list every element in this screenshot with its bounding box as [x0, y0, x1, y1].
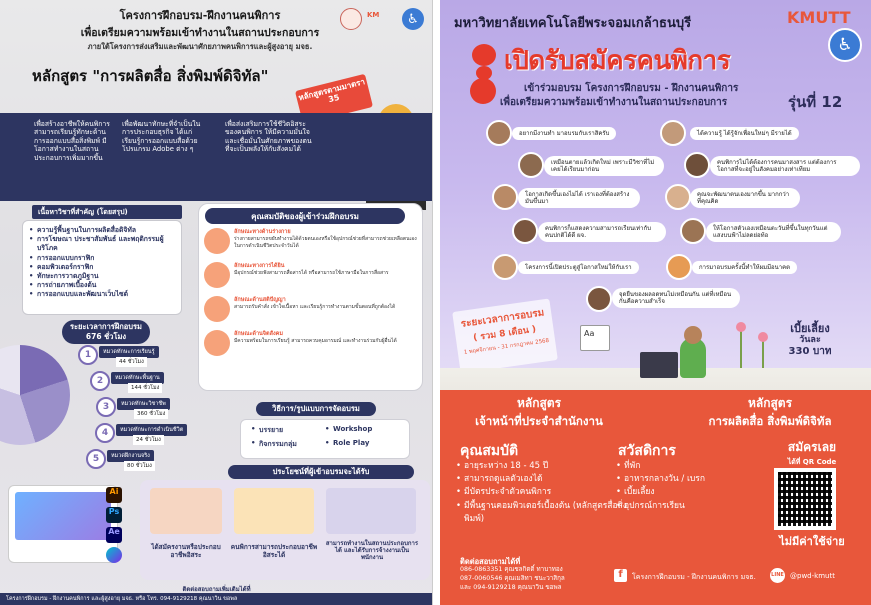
content-item: • ความรู้พื้นฐานในการผลิตสื่อดิจิทัล: [29, 226, 175, 235]
qualification-item: [204, 330, 419, 356]
content-item: • การออกแบบกราฟิก: [29, 254, 175, 263]
step-label: หมวดฝึกงานจริง: [107, 450, 154, 462]
testimonial-bubble: การมาอบรมครั้งนี้ทำให้ผมมีอนาคต: [692, 261, 797, 274]
allowance-amount: 330 บาท: [788, 345, 832, 357]
step-label: หมวดทักษะการดำเนินชีวิต: [116, 424, 187, 436]
university-seal-icon: [340, 8, 362, 30]
kmutt-logo: KM: [367, 11, 380, 19]
format-item: • กิจกรรมกลุ่ม: [251, 439, 325, 453]
step-number: 3: [96, 397, 116, 417]
benefit-illustration-2: [234, 488, 314, 534]
qual-item: • สามารถดูแลตัวเองได้: [456, 473, 646, 486]
step-label: หมวดทักษะการเรียนรู้: [99, 346, 159, 358]
qualification-head: ลักษณะด้านจิตสังคม: [234, 331, 283, 337]
after-effects-icon: Ae: [106, 527, 122, 543]
line-icon[interactable]: LINE: [770, 568, 785, 583]
step-label: หมวดทักษะวิชาชีพ: [117, 398, 170, 410]
contact-list: [460, 566, 565, 592]
contact-line: 086-0863351 คุณชลกิตติ์ ทาบาทอง: [460, 566, 563, 573]
step-hours: 80 ชั่วโมง: [124, 461, 155, 471]
testimonial-avatar: [586, 286, 612, 312]
contact-line: และ 094-9129218 คุณนาวิน ขอพล: [460, 583, 562, 591]
testimonial-bubble: โครงการนี้เปิดประตูสู่โอกาสใหม่ให้กับเรา: [518, 261, 639, 274]
welfare-item: • อุปกรณ์การเรียน: [616, 500, 766, 513]
testimonial-bubble: จุดยืนของผลอดทนไม่เหมือนกัน แต่ที่เหมือนกันคือความสำเร็จ: [612, 288, 740, 308]
course-1-name: เจ้าหน้าที่ประจำสำนักงาน: [475, 414, 603, 428]
content-card: [22, 220, 182, 315]
standard-badge: หลักสูตรตามมาตรา 35: [295, 74, 373, 124]
line-id[interactable]: @pwd-kmutt: [790, 572, 835, 580]
apply-block: [762, 438, 862, 468]
apply-qr-label: ได้ที่ QR Code: [787, 458, 837, 466]
step-hours: 144 ชั่วโมง: [128, 383, 162, 393]
wheelchair-logo-icon: ♿: [828, 28, 862, 62]
step-hours: 44 ชั่วโมง: [116, 357, 147, 367]
course-1-label: หลักสูตร: [516, 396, 562, 410]
objective-1: เพื่อสร้างอาชีพให้คนพิการสามารถเรียนรู้ทักษะด้านการออกแบบสื่อสิ่งพิมพ์ มีโอกาสทำงานในสถานประกอบการเพิ่มมากขึ้น: [34, 120, 110, 162]
objective-2: เพื่อพัฒนาทักษะที่จำเป็นในการประกอบธุรกิจ ได้แก่ เรียนรู้การออกแบบสื่อด้วยโปรแกรม Adobe ต่าง ๆ: [122, 120, 201, 154]
welfare-item: • เบี้ยเลี้ยง: [616, 486, 766, 499]
benefits-title: ประโยชน์ที่ผู้เข้าอบรมจะได้รับ: [228, 465, 414, 479]
qualification-text: ร่างกายสามารถขยับทำงานได้ด้วยตนเองหรือใช้อุปกรณ์ช่วยที่สามารถช่วยเหลือตนเองในการดำเนินชีวิตประจำวันได้: [234, 236, 417, 249]
duration-pie: [0, 345, 70, 445]
qualification-text: มีความพร้อมในการเรียนรู้ สามารถควบคุมอารมณ์ และทำงานร่วมกับผู้อื่นได้: [234, 338, 397, 344]
period-length: ( รวม 8 เดือน ): [472, 324, 537, 344]
course-2: [675, 394, 865, 431]
format-item: • Role Play: [325, 439, 399, 453]
benefit-item: คนพิการสามารถประกอบอาชีพอิสระได้: [230, 543, 318, 560]
format-item: • บรรยาย: [251, 425, 325, 439]
kmutt-logo: KMUTT: [787, 8, 851, 27]
qualification-head: ลักษณะทางด้านร่างกาย: [234, 229, 291, 235]
testimonial-bubble: คนพิการก็แสดงความสามารถเรียนเท่ากับคนปกติได้ดี ผจ.: [538, 222, 666, 242]
laptop-illustration: [8, 485, 118, 563]
left-header-line3: ภายใต้โครงการส่งเสริมและพัฒนาศักยภาพคนพิการและผู้สูงอายุ มจธ.: [87, 42, 313, 51]
period-dates: 1 พฤศจิกายน - 31 กรกฎาคม 2568: [463, 337, 550, 356]
qual-item: • อายุระหว่าง 18 - 45 ปี: [456, 460, 646, 473]
welfare-item: • ที่พัก: [616, 460, 766, 473]
qualification-head: ลักษณะด้านสติปัญญา: [234, 297, 286, 303]
testimonial-avatar: [684, 152, 710, 178]
benefit-illustration-3: [326, 488, 416, 534]
university-name: มหาวิทยาลัยเทคโนโลยีพระจอมเกล้าธนบุรี: [454, 16, 692, 31]
course-2-label: หลักสูตร: [747, 396, 793, 410]
content-item: • การถ่ายภาพเบื้องต้น: [29, 281, 175, 290]
qual-item: • มีบัตรประจำตัวคนพิการ: [456, 486, 646, 499]
content-item: • การออกแบบและพัฒนาเว็บไซต์: [29, 290, 175, 299]
left-header-line2: เพื่อเตรียมความพร้อมเข้าทำงานในสถานประกอบการ: [80, 27, 320, 39]
testimonial-bubble: คุณจะพัฒนาตนเองมากขึ้น มากกว่าที่คุณคิด: [690, 188, 800, 208]
allowance-card: [770, 322, 850, 358]
testimonial-bubble: คนพิการไม่ได้ต้องการคนมาสงสาร แต่ต้องการโอกาสที่จะอยู่ในสังคมอย่างเท่าเทียม: [710, 156, 860, 176]
qualification-text: มีอุปกรณ์ช่วยฟังสามารถสื่อสารได้ หรือสามารถใช้ภาษามือในการสื่อสาร: [234, 270, 389, 276]
left-header-line1: โครงการฝึกอบรม-ฝึกงานคนพิการ: [119, 9, 281, 22]
contact-line: 087-0060546 คุณเมลิทา ชนะวาสิกุล: [460, 574, 565, 582]
intellect-icon: [204, 296, 230, 322]
document-icon: Aa: [580, 325, 610, 351]
step-label: หมวดทักษะพื้นฐาน: [111, 372, 164, 384]
hearing-icon: [204, 262, 230, 288]
content-list: [23, 221, 181, 304]
step-number: 5: [86, 449, 106, 469]
benefit-item: ได้สมัครงานหรือประกอบอาชีพอิสระ: [151, 543, 221, 560]
qualification-head: ลักษณะทางการได้ยิน: [234, 263, 285, 269]
step-number: 1: [78, 345, 98, 365]
wheelchair-icon: ♿: [402, 8, 424, 30]
duration-title: ระยะเวลาการฝึกอบรม 676 ชั่วโมง: [62, 320, 150, 344]
content-item: • ทักษะการวาดภูมิฐาน: [29, 272, 175, 281]
computer-user-illustration: [620, 330, 740, 390]
testimonial-avatar: [492, 184, 518, 210]
qualification-item: [204, 296, 419, 322]
format-title: วิธีการ/รูปแบบการจัดอบรม: [256, 402, 376, 416]
testimonial-bubble: ได้ความรู้ ได้รู้จักเพื่อนใหม่ๆ มีรายได้: [690, 127, 799, 140]
testimonial-avatar: [518, 152, 544, 178]
content-title: เนื้อหาวิชาที่สำคัญ (โดยสรุป): [32, 205, 182, 219]
content-item: • การโฆษณา ประชาสัมพันธ์ และพฤติกรรมผู้บริโภค: [29, 235, 175, 253]
photoshop-icon: Ps: [106, 507, 122, 523]
testimonial-bubble: อยากมีงานทำ มาอบรมกับเราสิครับ: [512, 127, 616, 140]
left-footer-contact: ติดต่อสอบถามเพิ่มเติมได้ที่: [182, 586, 251, 593]
step-hours: 24 ชั่วโมง: [133, 435, 164, 445]
physical-icon: [204, 228, 230, 254]
left-poster: [0, 0, 433, 605]
qualification-text: สามารถรับคำสั่ง เข้าใจเนื้อหา และเรียนรู้การทำงานตามขั้นตอนที่ถูกต้องได้: [234, 304, 396, 310]
period-card: [452, 298, 558, 373]
contact-title: ติดต่อสอบถามได้ที่: [460, 557, 521, 566]
apply-label: สมัครเลย: [787, 440, 837, 454]
format-item: • Workshop: [325, 425, 399, 439]
format-card: [240, 419, 410, 459]
batch-label: รุ่นที่ 12: [788, 93, 843, 111]
ant-mascot: [464, 42, 500, 110]
canva-icon: [106, 547, 122, 563]
testimonial-avatar: [486, 120, 512, 146]
qualifications-list: [204, 228, 419, 356]
subheadline-1: เข้าร่วมอบรม โครงการฝึกอบรม - ฝึกงานคนพิการ: [524, 83, 739, 94]
mental-icon: [204, 330, 230, 356]
testimonial-bubble: เหมือนตายแล้วเกิดใหม่ เพราะมีวิชาที่ไม่เคยได้เรียนมาก่อน: [544, 156, 664, 176]
step-number: 2: [90, 371, 110, 391]
welfare-item: • อาหารกลางวัน / เบรก: [616, 473, 766, 486]
qualifications-title: คุณสมบัติของผู้เข้าร่วมฝึกอบรม: [205, 208, 405, 224]
qualification-item: [204, 228, 419, 254]
course-2-name: การผลิตสื่อ สิ่งพิมพ์ดิจิทัล: [708, 414, 832, 428]
period-label: ระยะเวลาการอบรม: [460, 307, 545, 330]
testimonial-avatar: [680, 218, 706, 244]
step-number: 4: [95, 423, 115, 443]
objective-3: เพื่อส่งเสริมการใช้ชีวิตอิสระของคนพิการ ให้มีความมั่นใจ และเชื่อมั่นในศักยภาพของตนที่จะเป็นพลังให้กับสังคมได้: [225, 120, 312, 154]
qual-title: คุณสมบัติ: [460, 443, 519, 459]
testimonial-avatar: [492, 254, 518, 280]
course-1: [454, 394, 624, 431]
allowance-label: เบี้ยเลี้ยง: [790, 322, 830, 335]
facebook-icon[interactable]: f: [614, 569, 627, 582]
qualification-item: [204, 262, 419, 288]
illustrator-icon: Ai: [106, 487, 122, 503]
right-poster: [440, 0, 871, 605]
content-item: • คอมพิวเตอร์กราฟิก: [29, 263, 175, 272]
benefit-item: สามารถทำงานในสถานประกอบการได้ และได้รับการจ้างงานเป็นพนักงาน: [325, 540, 419, 562]
subheadline-2: เพื่อเตรียมความพร้อมเข้าทำงานในสถานประกอบการ: [500, 97, 728, 108]
step-hours: 360 ชั่วโมง: [134, 409, 168, 419]
allowance-rate: วันละ: [799, 335, 821, 346]
testimonial-bubble: โอกาสเกิดขึ้นเองไม่ได้ เราเองที่ต้องสร้างมันขึ้นมา: [518, 188, 640, 208]
testimonial-avatar: [666, 254, 692, 280]
qual-item: • มีพื้นฐานคอมพิวเตอร์เบื้องต้น (หลักสูตรสื่อสิ่งพิมพ์): [456, 500, 646, 526]
free-label: ไม่มีค่าใช้จ่าย: [779, 535, 845, 548]
course-title: หลักสูตร "การผลิตสื่อ สิ่งพิมพ์ดิจิทัล": [32, 67, 269, 85]
testimonial-avatar: [665, 184, 691, 210]
welfare-list: [616, 460, 766, 513]
left-footer-line: โครงการฝึกอบรม - ฝึกงานคนพิการ และผู้สูงอายุ มจธ. หรือ โทร. 094-9129218 คุณนาวิน ขอพล: [0, 593, 433, 605]
testimonial-bubble: ให้โอกาสตัวเองเหมือนตะวันที่ขึ้นในทุกวันแต่แสงบนฟ้าไม่ลดย่อท้อ: [706, 222, 841, 242]
headline: เปิดรับสมัครคนพิการ: [504, 46, 731, 76]
benefit-illustration-1: [150, 488, 222, 534]
welfare-title: สวัสดิการ: [618, 443, 676, 459]
facebook-page[interactable]: โครงการฝึกอบรม - ฝึกงานคนพิการ มจธ.: [632, 573, 756, 581]
testimonial-avatar: [512, 218, 538, 244]
left-header: [55, 6, 345, 53]
testimonial-avatar: [660, 120, 686, 146]
qr-code[interactable]: [774, 468, 836, 530]
